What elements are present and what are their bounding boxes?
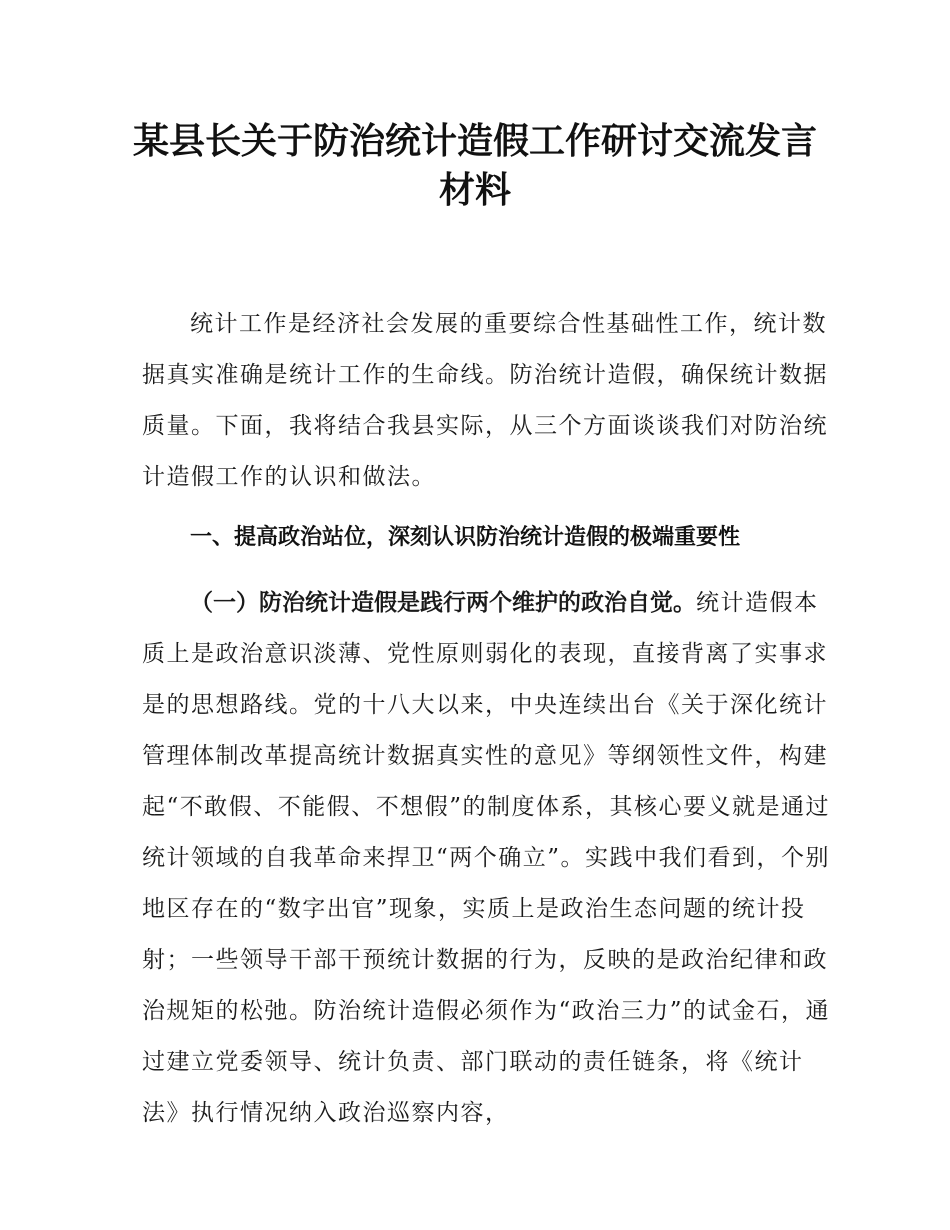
subsection-1-paragraph: [142, 578, 832, 1139]
subsection-1-heading: （一）防治统计造假是践行两个维护的政治自觉。: [190, 590, 696, 616]
document-title-line2: 材料: [438, 169, 511, 211]
document-title-line1: 某县长关于防治统计造假工作研讨交流发言: [132, 120, 817, 162]
subsection-1-body: 统计造假本质上是政治意识淡薄、党性原则弱化的表现，直接背离了实事求是的思想路线。党的十八大以来，中央连续出台《关于深化统计管理体制改革提高统计数据真实性的意见》等纲领性文件，构建起“不敢假、不能假、不想假”的制度体系，其核心要义就是通过统计领域的自我革命来捍卫“两个确立”。实践中我们看到，个别地区存在的“数字出官”现象，实质上是政治生态问题的统计投射；一些领导干部干预统计数据的行为，反映的是政治纪律和政治规矩的松弛。防治统计造假必须作为“政治三力”的试金石，通过建立党委领导、统计负责、部门联动的责任链条，将《统计法》执行情况纳入政治巡察内容，: [142, 590, 831, 1126]
section-1-heading: 一、提高政治站位，深刻认识防治统计造假的极端重要性: [190, 525, 741, 550]
intro-paragraph: 统计工作是经济社会发展的重要综合性基础性工作，统计数据真实准确是统计工作的生命线。防治统计造假，确保统计数据质量。下面，我将结合我县实际，从三个方面谈谈我们对防治统计造假工作的认识和做法。: [142, 311, 828, 490]
